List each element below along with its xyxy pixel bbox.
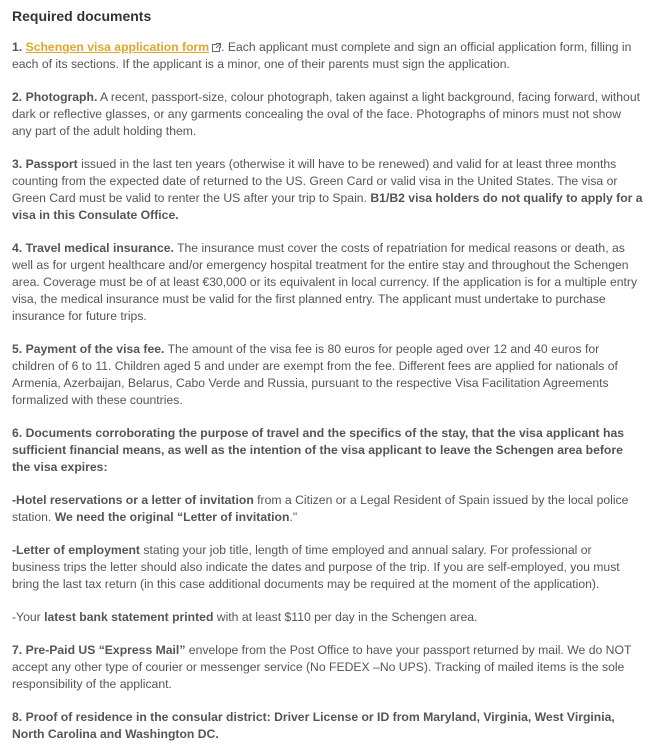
- item-supporting-documents: [12, 425, 643, 476]
- item-lead: Travel medical insurance.: [25, 241, 174, 255]
- item-end: .": [289, 510, 298, 524]
- item-pre: -Your: [12, 610, 45, 624]
- section-title: Required documents: [12, 8, 152, 24]
- item-text: issued in the last ten years (otherwise it will have to be renewed) and valid for at least three months counting from the expected date of returned to the US. Green Card or valid visa in the United States. The visa or Green Card must be valid to renter the US after your trip to Spain.: [12, 157, 618, 205]
- item-number: 6.: [12, 426, 23, 440]
- item-medical-insurance: [12, 240, 643, 325]
- schengen-form-link[interactable]: Schengen visa application form: [25, 40, 210, 54]
- item-number: 4.: [12, 241, 23, 255]
- item-number: 3.: [12, 157, 23, 171]
- item-lead: Pre-Paid US “Express Mail”: [25, 643, 186, 657]
- item-photograph: [12, 89, 643, 140]
- item-lead: latest bank statement printed: [44, 610, 214, 624]
- item-text: . Each applicant must complete and sign an official application form, filling in each of its sections. If the applicant is a minor, one of their parents must sign the application.: [12, 40, 632, 71]
- item-number: 5.: [12, 342, 23, 356]
- item-express-mail: [12, 642, 643, 693]
- sub-item-employment: [12, 542, 643, 593]
- item-lead: Passport: [25, 157, 78, 171]
- item-visa-fee: [12, 341, 643, 409]
- item-application-form: [12, 39, 643, 73]
- item-text: The amount of the visa fee is 80 euros for people aged over 12 and 40 euros for children of 6 to 11. Children aged 5 and under are exempt from the fee. Different fees are applied for nationals of Armenia, Azerbaijan, Belarus, Cabo Verde and Russia, pursuant to the respective Visa Facilitation Agreements formalized with these countries.: [12, 342, 618, 407]
- item-text: envelope from the Post Office to have your passport returned by mail. We do NOT accept any other type of courier or messenger service (No FEDEX –No UPS). Tracking of mailed items is the sole responsibility of the applicant.: [12, 643, 632, 691]
- item-bold-tail: We need the original “Letter of invitation: [54, 510, 290, 524]
- item-lead: Documents corroborating the purpose of travel and the specifics of the stay, that the visa applicant has sufficient financial means, as well as the intention of the visa applicant to leave the Schengen area before the visa expires:: [12, 426, 624, 474]
- item-number: 7.: [12, 643, 23, 657]
- item-lead: -Hotel reservations or a letter of invitation: [12, 493, 254, 507]
- item-number: 8.: [12, 710, 23, 724]
- item-lead: -Letter of employment: [12, 543, 140, 557]
- sub-item-hotel: [12, 492, 643, 526]
- item-number: 2.: [12, 90, 23, 104]
- item-text: The insurance must cover the costs of repatriation for medical reasons or death, as well as for urgent healthcare and/or emergency hospital treatment for the entire stay and throughout the Schengen area. Coverage must be of at least €30,000 or its equivalent in local currency. If the application is for a multiple entry visa, the medical insurance must be valid for the first planned entry. The applicant must undertake to purchase insurance for future trips.: [12, 241, 638, 323]
- item-lead: Photograph.: [25, 90, 98, 104]
- item-proof-of-residence: [12, 709, 643, 743]
- item-text: with at least $110 per day in the Schengen area.: [213, 610, 478, 624]
- item-text: A recent, passport-size, colour photograph, taken against a light background, facing forward, without dark or reflective glasses, or any garments concealing the oval of the face. Photographs of minors must not show any part of the adult holding them.: [12, 90, 640, 138]
- external-link-icon[interactable]: [212, 43, 221, 52]
- item-bold-tail: B1/B2 visa holders do not qualify to apply for a visa in this Consulate Office.: [12, 191, 643, 222]
- sub-item-bank: [12, 609, 643, 626]
- item-text: stating your job title, length of time employed and annual salary. For professional or business trips the letter should also indicate the dates and purpose of the trip. If you are self-employed, you must bring the last tax return (in this case additional documents may be required at the moment of the application).: [12, 543, 620, 591]
- item-lead: Proof of residence in the consular district: Driver License or ID from Maryland, Virginia, West Virginia, North Carolina and Washington DC.: [12, 710, 615, 741]
- item-lead: Payment of the visa fee.: [25, 342, 165, 356]
- item-number: 1.: [12, 40, 23, 54]
- item-text: from a Citizen or a Legal Resident of Spain issued by the local police station.: [12, 493, 629, 524]
- item-passport: [12, 156, 643, 224]
